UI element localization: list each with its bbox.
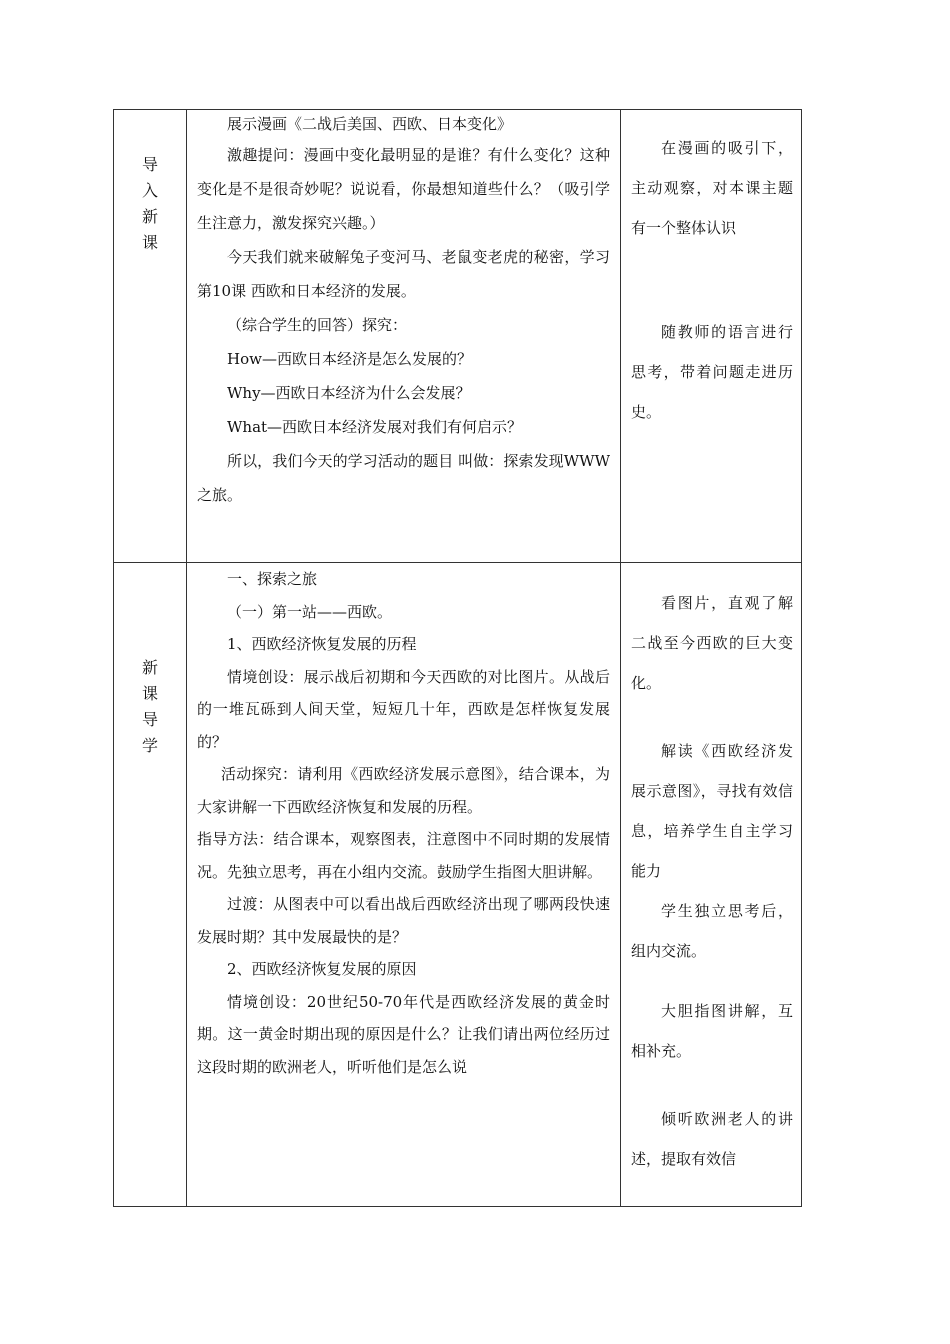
paragraph: 指导方法：结合课本，观察图表，注意图中不同时期的发展情况。先独立思考，再在小组内交流。鼓励学生指图大胆讲解。 [197, 830, 610, 881]
paragraph: 展示漫画《二战后美国、西欧、日本变化》 [227, 115, 513, 133]
paragraph: What—西欧日本经济发展对我们有何启示？ [227, 418, 523, 436]
main-content-cell [187, 563, 621, 1207]
paragraph: 一、探索之旅 [227, 570, 318, 589]
paragraph: How—西欧日本经济是怎么发展的？ [227, 350, 472, 368]
section-label-cell [114, 110, 187, 563]
section-label [114, 563, 186, 759]
paragraph: 过渡：从图表中可以看出战后西欧经济出现了哪两段快速发展时期？其中发展最快的是？ [197, 895, 610, 946]
label-char: 导 [141, 710, 158, 730]
paragraph: 解读《西欧经济发展示意图》，寻找有效信息，培养学生自主学习能力 [631, 742, 793, 881]
label-char: 课 [141, 233, 158, 252]
paragraph: 情境创设：展示战后初期和今天西欧的对比图片。从战后的一堆瓦砾到人间天堂，短短几十年，西欧是怎样恢复发展的？ [197, 667, 610, 751]
paragraph: 大胆指图讲解，互相补充。 [631, 1002, 793, 1061]
paragraph: 活动探究：请利用《西欧经济发展示意图》，结合课本，为大家讲解一下西欧经济恢复和发展的历程。 [197, 765, 610, 816]
student-activity [621, 110, 801, 432]
paragraph: （综合学生的回答）探究： [227, 316, 408, 334]
paragraph: 随教师的语言进行思考，带着问题走进历史。 [631, 323, 793, 421]
label-char: 新 [141, 207, 158, 226]
paragraph: 2、西欧经济恢复发展的原因 [227, 960, 417, 979]
main-content [187, 563, 620, 1083]
student-activity-cell [621, 563, 802, 1207]
paragraph: 看图片，直观了解二战至今西欧的巨大变化。 [631, 594, 793, 693]
main-content [187, 110, 620, 512]
paragraph: （一）第一站——西欧。 [227, 602, 393, 621]
paragraph: 所以，我们今天的学习活动的题目 叫做：探索发现WWW之旅。 [197, 452, 610, 504]
paragraph: 今天我们就来破解兔子变河马、老鼠变老虎的秘密，学习第10课 西欧和日本经济的发展。 [197, 248, 610, 300]
student-activity [621, 563, 801, 1179]
section-label-cell [114, 563, 187, 1207]
label-char: 课 [141, 684, 158, 704]
lesson-plan-table [113, 109, 802, 1207]
paragraph: Why—西欧日本经济为什么会发展？ [227, 384, 471, 402]
student-activity-cell [621, 110, 802, 563]
section-label [114, 110, 186, 256]
paragraph: 学生独立思考后，组内交流。 [631, 902, 793, 961]
paragraph: 在漫画的吸引下，主动观察，对本课主题有一个整体认识 [631, 139, 793, 237]
paragraph: 倾听欧洲老人的讲述，提取有效信 [631, 1110, 793, 1169]
paragraph: 激趣提问：漫画中变化最明显的是谁？有什么变化？这种变化是不是很奇妙呢？说说看，你最想知道些什么？（吸引学生注意力，激发探究兴趣。） [197, 146, 610, 232]
paragraph: 1、西欧经济恢复发展的历程 [227, 635, 417, 654]
paragraph: 情境创设：20世纪50-70年代是西欧经济发展的黄金时期。这一黄金时期出现的原因是什么？让我们请出两位经历过这段时期的欧洲老人，听听他们是怎么说 [197, 992, 610, 1076]
label-char: 新 [141, 658, 158, 678]
label-char: 导 [141, 155, 158, 174]
main-content-cell [187, 110, 621, 563]
table-row [114, 110, 802, 563]
label-char: 入 [141, 181, 158, 200]
table-row [114, 563, 802, 1207]
label-char: 学 [141, 736, 158, 756]
